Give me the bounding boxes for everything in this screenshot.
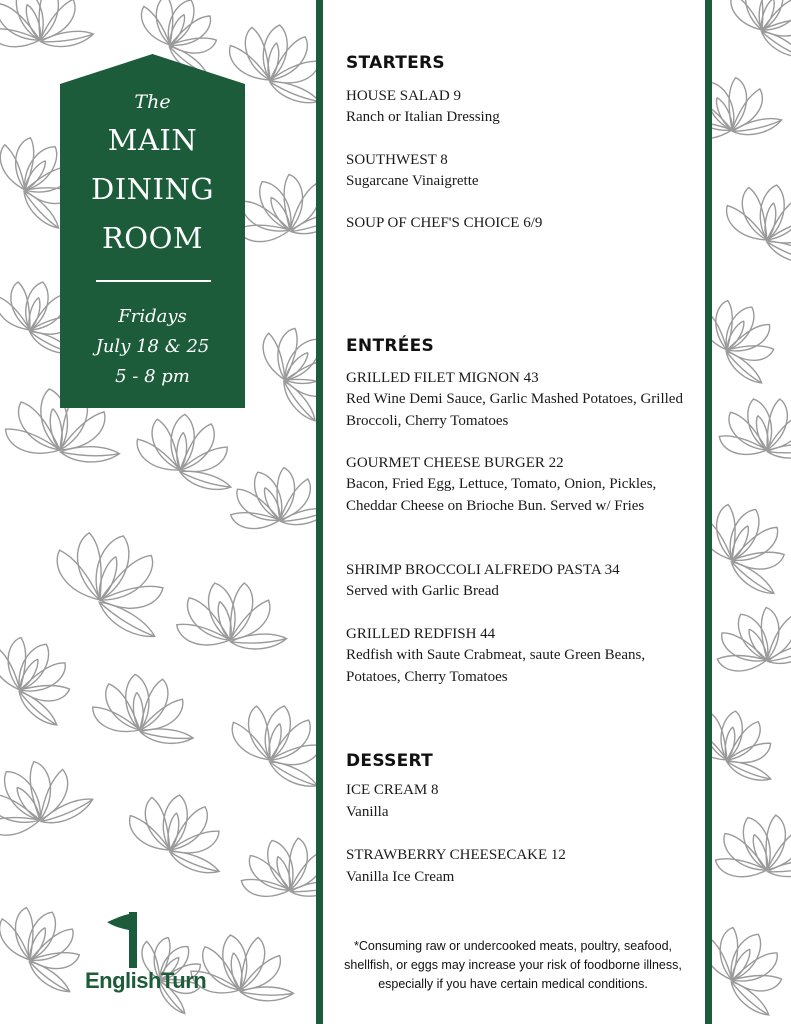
banner-title-line: ROOM: [101, 221, 204, 255]
menu-item-description: Sugarcane Vinaigrette: [346, 173, 479, 189]
banner-title-line: DINING: [90, 172, 215, 206]
menu-item-name: ICE CREAM 8: [346, 782, 439, 798]
food-safety-disclaimer: *Consuming raw or undercooked meats, poultry, seafood, shellfish, or eggs may increase your risk of foodborne illness, especially if you have certain medical conditions.: [344, 939, 682, 991]
magnolia-flower-drawing: [219, 451, 316, 551]
menu-item-name: SOUP OF CHEF'S CHOICE 6/9: [346, 215, 543, 231]
banner-divider: [96, 280, 211, 282]
menu-item-name: SOUTHWEST 8: [346, 152, 448, 168]
left-green-border: [316, 0, 323, 1024]
magnolia-flower-drawing: [712, 800, 791, 901]
magnolia-flower-drawing: [720, 177, 791, 265]
golf-flag-icon: [105, 910, 145, 970]
magnolia-flower-drawing: [243, 312, 316, 423]
menu-item-description: Redfish with Saute Crabmeat, saute Green Beans, Potatoes, Cherry Tomatoes: [346, 647, 646, 685]
menu-item-description: Red Wine Demi Sauce, Garlic Mashed Potatoes, Grilled Broccoli, Cherry Tomatoes: [346, 391, 683, 429]
menu-item-name: HOUSE SALAD 9: [346, 88, 462, 104]
magnolia-flower-drawing: [719, 0, 791, 59]
banner-day: Fridays: [118, 306, 187, 327]
magnolia-flower-drawing: [90, 670, 193, 750]
section-heading-dessert: DESSERT: [346, 751, 434, 771]
menu-item-description: Ranch or Italian Dressing: [346, 109, 500, 125]
banner-dates: July 18 & 25: [95, 336, 210, 357]
menu-item-description: Bacon, Fried Egg, Lettuce, Tomato, Onion, Pickles, Cheddar Cheese on Brioche Bun. Served w/ Fries: [346, 476, 657, 514]
magnolia-flower-drawing: [0, 623, 89, 728]
magnolia-flower-drawing: [712, 287, 791, 386]
menu-item-name: STRAWBERRY CHEESECAKE 12: [346, 847, 566, 863]
magnolia-flower-drawing: [123, 787, 231, 875]
floral-background-right: [712, 0, 791, 1024]
title-banner: [60, 54, 245, 408]
english-turn-logo: [85, 910, 225, 1000]
magnolia-flower-drawing: [712, 704, 781, 782]
menu-item-description: Vanilla: [346, 804, 389, 820]
menu-item-name: GRILLED FILET MIGNON 43: [346, 370, 539, 386]
section-heading-entrees: ENTRÉES: [346, 336, 435, 356]
magnolia-flower-drawing: [169, 569, 288, 669]
magnolia-flower-drawing: [222, 694, 316, 789]
magnolia-flower-drawing: [232, 824, 316, 919]
magnolia-flower-drawing: [712, 913, 791, 1018]
section-heading-starters: STARTERS: [346, 53, 445, 73]
magnolia-flower-drawing: [41, 517, 183, 640]
banner-time: 5 - 8 pm: [115, 366, 190, 387]
menu-item-name: GOURMET CHEESE BURGER 22: [346, 455, 564, 471]
right-green-border: [705, 0, 712, 1024]
magnolia-flower-drawing: [712, 590, 791, 695]
menu-item-description: Vanilla Ice Cream: [346, 869, 455, 885]
menu-item-name: GRILLED REDFISH 44: [346, 626, 496, 642]
banner-title-line: MAIN: [107, 123, 198, 157]
magnolia-flower-drawing: [0, 740, 95, 861]
magnolia-flower-drawing: [712, 386, 791, 475]
magnolia-flower-drawing: [0, 894, 97, 994]
magnolia-flower-drawing: [712, 61, 783, 161]
menu-item-description: Served with Garlic Bread: [346, 583, 499, 599]
magnolia-flower-drawing: [712, 490, 791, 596]
magnolia-flower-drawing: [134, 410, 237, 490]
banner-the: The: [134, 91, 171, 113]
menu-item-name: SHRIMP BROCCOLI ALFREDO PASTA 34: [346, 562, 620, 578]
logo-wordmark: EnglishTurn: [85, 968, 207, 993]
